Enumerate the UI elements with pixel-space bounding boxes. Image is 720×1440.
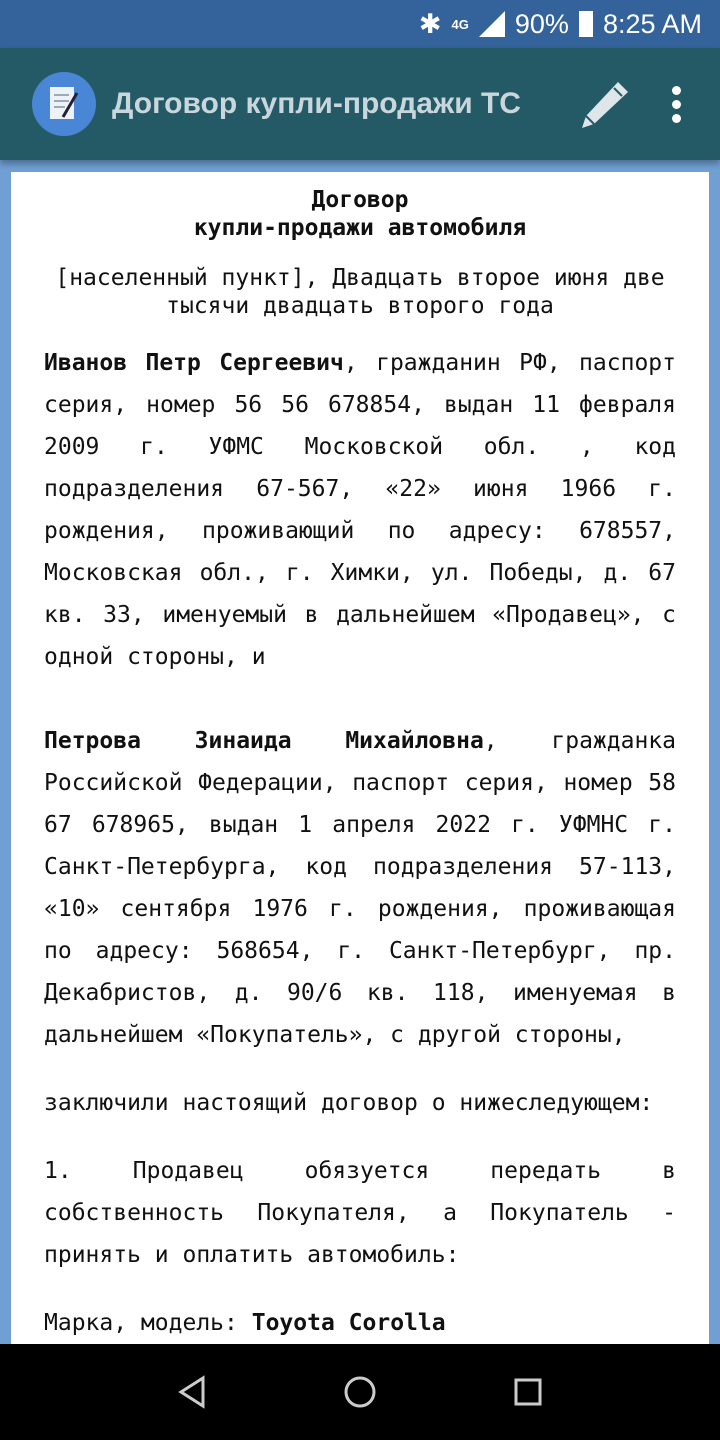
buyer-name: Петрова Зинаида Михайловна: [44, 728, 484, 754]
seller-details: , гражданин РФ, паспорт серия, номер 56 56 678854, выдан 11 февраля 2009 г. УФМС Московской обл. , код подразделения 67-567, «22» июня 1966 г. рождения, проживающий по адресу: 678557, Московская обл., г. Химки, ул. Победы, д. 67 кв. 33, именуемый в дальнейшем «Продавец», с одной стороны, и: [44, 350, 676, 670]
seller-name: Иванов Петр Сергеевич: [44, 350, 344, 376]
status-bar: [0, 0, 720, 48]
doc-title-line2: купли-продажи автомобиля: [193, 215, 527, 241]
clause-1: 1. Продавец обязуется передать в собственность Покупателя, а Покупатель - принять и оплатить автомобиль:: [44, 1158, 676, 1268]
home-icon[interactable]: [342, 1374, 378, 1410]
buyer-details: , гражданка Российской Федерации, паспорт серия, номер 58 67 678965, выдан 1 апреля 2022 г. УФМНС г. Санкт-Петербурга, код подразделения 57-113, «10» сентября 1976 г. рождения, проживающая по адресу: 568654, г. Санкт-Петербург, пр. Декабристов, д. 90/6 кв. 118, именуемая в дальнейшем «Покупатель», с другой стороны,: [44, 728, 676, 1048]
model-value: Toyota Corolla: [251, 1310, 446, 1336]
document-view[interactable]: [11, 172, 709, 1352]
doc-title: [44, 186, 676, 242]
doc-place-date: [населенный пункт], Двадцать второе июня две тысячи двадцать второго года: [55, 265, 665, 319]
edit-button[interactable]: [574, 74, 634, 134]
app-bar: [0, 48, 720, 160]
bluetooth-icon: ✱: [418, 8, 442, 39]
model-line: [44, 1302, 676, 1344]
recents-icon[interactable]: [513, 1377, 543, 1407]
model-label: Марка, модель:: [44, 1310, 252, 1336]
more-options-button[interactable]: [656, 86, 696, 123]
battery-icon: [579, 11, 593, 37]
pencil-icon: [578, 78, 630, 130]
signal-icon: [479, 11, 505, 37]
clock: 8:25 AM: [602, 8, 702, 39]
seller-paragraph: [44, 342, 676, 678]
buyer-paragraph: [44, 720, 676, 1056]
battery-percent: 90%: [514, 8, 569, 39]
concluded-paragraph: заключили настоящий договор о нижеследующем:: [44, 1090, 654, 1116]
navigation-bar: [0, 1344, 720, 1440]
network-type: 4G: [451, 16, 469, 32]
doc-title-line1: Договор: [311, 187, 409, 213]
app-logo-icon: [32, 72, 96, 136]
back-icon[interactable]: [177, 1375, 207, 1409]
app-title: Договор купли-продажи ТС: [112, 87, 521, 120]
